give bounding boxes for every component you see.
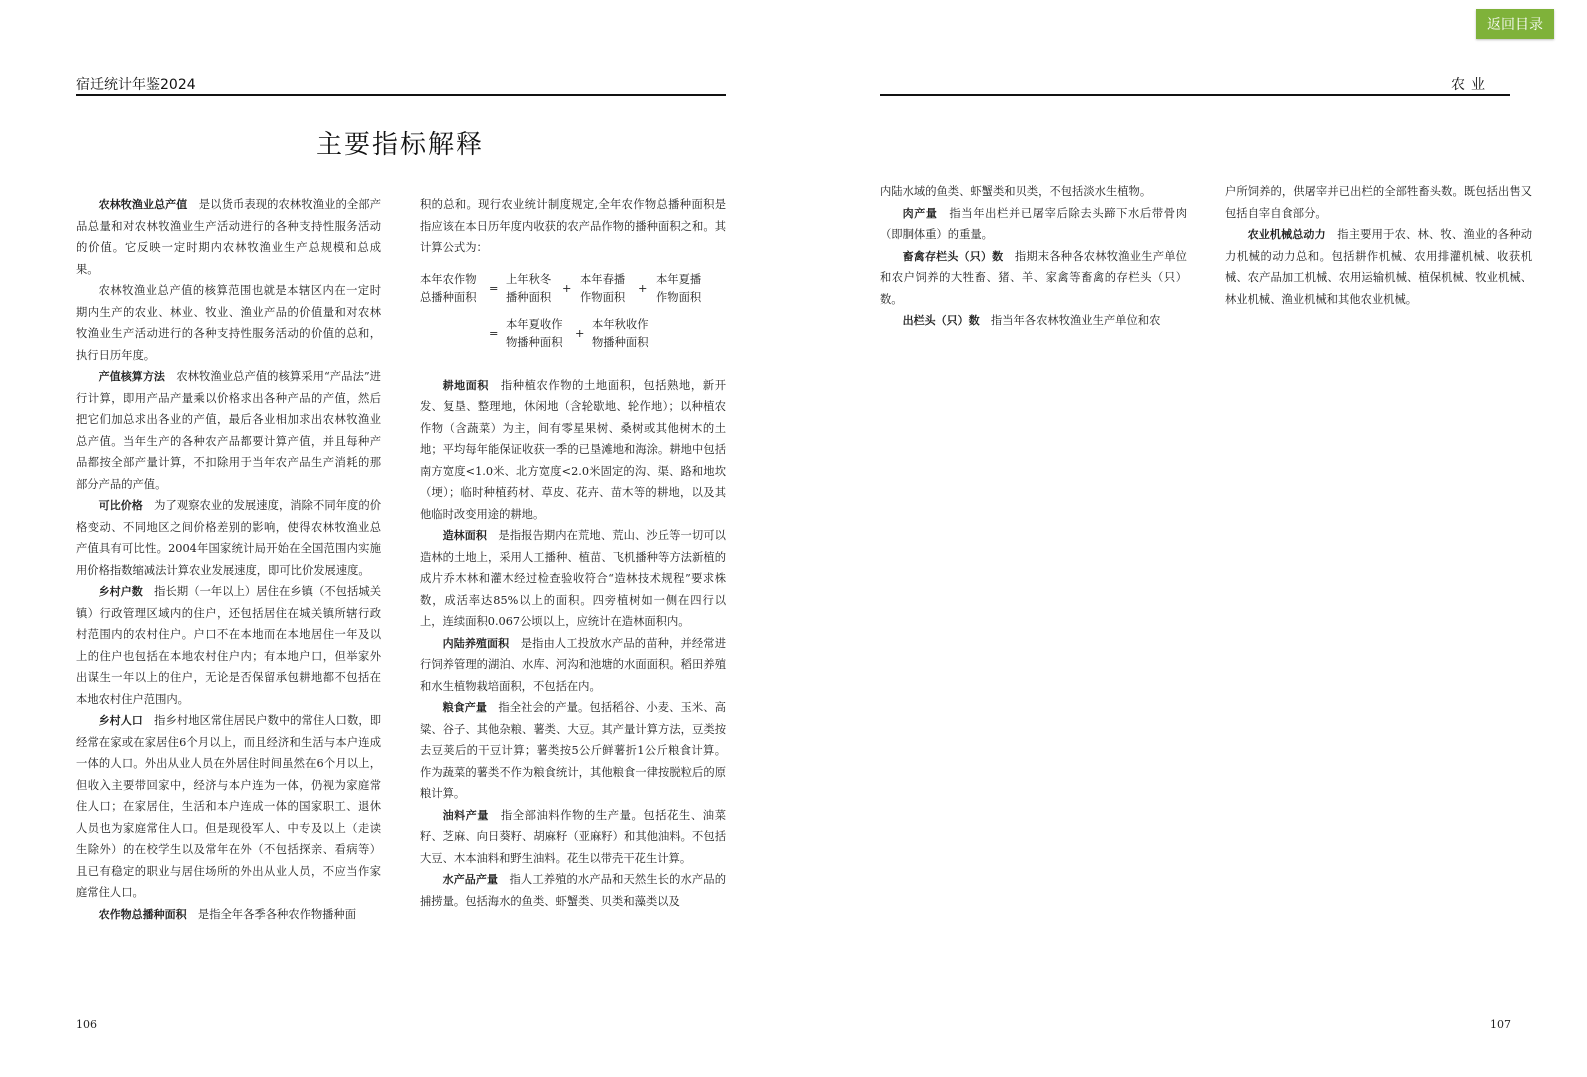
definition-text: 指人工养殖的水产品和天然生长的水产品的捕捞量。包括海水的鱼类、虾蟹类、贝类和藻类以及: [420, 873, 726, 908]
definition-text: 指主要用于农、林、牧、渔业的各种动力机械的动力总和。包括耕作机械、农用排灌机械、收获机械、农产品加工机械、农用运输机械、植保机械、牧业机械、林业机械、渔业机械和其他农业机械。: [1225, 228, 1532, 306]
definition-term: 出栏头（只）数: [902, 314, 980, 327]
formula-term-2-line2: 作物面积: [580, 290, 626, 304]
definition-text: 指长期（一年以上）居住在乡镇（不包括城关镇）行政管理区域内的住户，还包括居住在城关镇所辖行政村范围内的农村住户。户口不在本地而在本地居住一年及以上的住户也包括在本地农村住户内；有本地户口，但举家外出谋生一年以上的住户，无论是否保留承包耕地都不包括在本地农村住户范围内。: [76, 585, 381, 706]
page-number-left: 106: [76, 1018, 97, 1031]
definition-paragraph: [420, 697, 726, 805]
formula-term-4-line1: 本年夏收作: [506, 317, 563, 331]
definition-paragraph: [880, 310, 1187, 332]
definition-text: 指全部油料作物的生产量。包括花生、油菜籽、芝麻、向日葵籽、胡麻籽（亚麻籽）和其他油料。不包括大豆、木本油料和野生油料。花生以带壳干花生计算。: [420, 808, 726, 865]
definition-term: 农作物总播种面积: [98, 907, 187, 921]
definition-term: 油料产量: [442, 808, 489, 822]
definition-text: 指乡村地区常住居民户数中的常住人口数，即经常在家或在家居住6个月以上，而且经济和生活与本户连成一体的人口。外出从业人员在外居住时间虽然在6个月以上，但收入主要带回家中，经济与本户连为一体，仍视为家庭常住人口；在家居住，生活和本户连成一体的国家职工、退休人员也为家庭常住人口。但是现役军人、中专及以上（走读生除外）的在校学生以及常年在外（不包括探亲、看病等）且已有稳定的职业与居住场所的外出从业人员，不应当作家庭常住人口。: [76, 714, 381, 899]
definition-text: 是指由人工投放水产品的苗种，并经常进行饲养管理的湖泊、水库、河沟和池塘的水面面积。稻田养殖和水生植物栽培面积，不包括在内。: [420, 636, 726, 693]
definition-term: 乡村人口: [98, 714, 143, 727]
definition-text: 是指报告期内在荒地、荒山、沙丘等一切可以造林的土地上，采用人工播种、植苗、飞机播种等方法新植的成片乔木林和灌木经过检查验收符合“造林技术规程”要求株数，成活率达85%以上的面积。四旁植树如一侧在四行以上，连续面积0.067公顷以上，应统计在造林面积内。: [420, 529, 726, 628]
formula-term-5-line1: 本年秋收作: [592, 317, 649, 331]
definition-text: 是指全年各季各种农作物播种面: [197, 907, 357, 921]
formula-equals: =: [489, 326, 499, 340]
formula-plus: +: [575, 326, 585, 340]
definition-paragraph: [76, 280, 381, 366]
header-rule-left: [76, 94, 726, 96]
definition-text: 指全社会的产量。包括稻谷、小麦、玉米、高粱、谷子、其他杂粮、薯类、大豆。其产量计算方法，豆类按去豆荚后的干豆计算；薯类按5公斤鲜薯折1公斤粮食计算。作为蔬菜的薯类不作为粮食统计，其他粮食一律按脱粒后的原粮计算。: [420, 701, 726, 800]
definition-term: 肉产量: [902, 206, 938, 220]
formula-term-3-line2: 作物面积: [656, 290, 702, 304]
sown-area-formula: [420, 263, 726, 367]
definition-paragraph: [76, 366, 381, 495]
formula-lhs-line1: 本年农作物: [420, 272, 477, 286]
yearbook-header-title: 宿迁统计年鉴2024: [76, 77, 196, 93]
definition-paragraph: [1225, 224, 1532, 310]
definition-term: 造林面积: [442, 529, 487, 542]
definition-paragraph: [420, 375, 726, 526]
definition-term: 农林牧渔业总产值: [98, 198, 188, 211]
formula-equals: =: [489, 281, 499, 295]
page-title: 主要指标解释: [316, 130, 485, 160]
definition-term: 乡村户数: [98, 585, 143, 598]
definition-term: 畜禽存栏头（只）数: [902, 249, 1004, 263]
formula-term-1-line2: 播种面积: [506, 290, 552, 304]
formula-term-3-line1: 本年夏播: [656, 272, 702, 286]
definition-text: 为了观察农业的发展速度，消除不同年度的价格变动、不同地区之间价格差别的影响，使得农林牧渔业总产值具有可比性。2004年国家统计局开始在全国范围内实施用价格指数缩减法计算农业发展速度，即可比价发展速度。: [76, 499, 381, 577]
formula-plus: +: [562, 281, 572, 295]
definition-text: 指当年各农林牧渔业生产单位和农: [990, 314, 1161, 327]
formula-term-1-line1: 上年秋冬: [506, 272, 552, 286]
page-number-right: 107: [1490, 1018, 1511, 1031]
definition-paragraph: [420, 869, 726, 912]
definition-term: 内陆养殖面积: [442, 636, 510, 650]
definition-term: 产值核算方法: [98, 370, 165, 383]
left-page-column-2: [420, 194, 726, 912]
right-page-column-2: [1225, 181, 1532, 310]
definition-term: 耕地面积: [442, 378, 489, 392]
return-to-contents-button[interactable]: 返回目录: [1476, 9, 1554, 39]
definition-paragraph: [880, 246, 1187, 311]
definition-paragraph: [76, 904, 381, 926]
header-rule-right: [880, 94, 1510, 96]
definition-text: 指种植农作物的土地面积，包括熟地，新开发、复垦、整理地，休闲地（含轮歇地、轮作地）；以种植农作物（含蔬菜）为主，间有零星果树、桑树或其他树木的土地；平均每年能保证收获一季的已垦滩地和海涂。耕地中包括南方宽度<1.0米、北方宽度<2.0米固定的沟、渠、路和地坎（埂）；临时种植药材、草皮、花卉、苗木等的耕地，以及其他临时改变用途的耕地。: [420, 378, 726, 521]
definition-paragraph: [420, 525, 726, 633]
formula-term-2-line1: 本年春播: [580, 272, 626, 286]
definition-text: 指当年出栏并已屠宰后除去头蹄下水后带骨肉（即胴体重）的重量。: [880, 206, 1187, 241]
right-page-column-1: [880, 181, 1187, 332]
definition-text: 农林牧渔业总产值的核算范围也就是本辖区内在一定时期内生产的农业、林业、牧业、渔业产品的价值量和对农林牧渔业生产活动进行的各种支持性服务活动的价值的总和，执行日历年度。: [76, 284, 381, 362]
definition-paragraph: [76, 495, 381, 581]
definition-text: 指期末各种各农林牧渔业生产单位和农户饲养的大牲畜、猪、羊、家禽等畜禽的存栏头（只）数。: [880, 249, 1187, 306]
definition-term: 粮食产量: [442, 701, 487, 714]
definition-paragraph: [880, 203, 1187, 246]
definition-term: 水产品产量: [442, 873, 499, 886]
definition-continuation: 户所饲养的，供屠宰并已出栏的全部牲畜头数。既包括出售又包括自宰自食部分。: [1225, 185, 1532, 220]
definition-continuation: 积的总和。现行农业统计制度规定,全年农作物总播种面积是指应该在本日历年度内收获的农产品作物的播种面积之和。其计算公式为：: [420, 198, 726, 254]
formula-lhs-line2: 总播种面积: [420, 290, 477, 304]
formula-term-5-line2: 物播种面积: [592, 335, 649, 349]
definition-term: 农业机械总动力: [1247, 228, 1326, 241]
left-page-column-1: [76, 194, 381, 925]
section-header-title: 农业: [1451, 77, 1491, 93]
definition-text: 农林牧渔业总产值的核算采用“产品法”进行计算，即用产品产量乘以价格求出各种产品的产值，然后把它们加总求出各业的产值，最后各业相加求出农林牧渔业总产值。当年生产的各种农产品都要计算产值，并且每种产品都按全部产量计算，不扣除用于当年农产品生产消耗的那部分产品的产值。: [76, 370, 381, 491]
definition-term: 可比价格: [98, 499, 143, 512]
definition-paragraph: [420, 805, 726, 870]
definition-continuation: 内陆水域的鱼类、虾蟹类和贝类，不包括淡水生植物。: [880, 185, 1152, 198]
definition-paragraph: [76, 581, 381, 710]
definition-text: 是以货币表现的农林牧渔业的全部产品总量和对农林牧渔业生产活动进行的各种支持性服务活动的价值。它反映一定时期内农林牧渔业生产总规模和总成果。: [76, 198, 381, 276]
formula-plus: +: [638, 281, 648, 295]
definition-paragraph: [420, 633, 726, 698]
formula-term-4-line2: 物播种面积: [506, 335, 563, 349]
definition-paragraph: [76, 710, 381, 904]
definition-paragraph: [76, 194, 381, 280]
